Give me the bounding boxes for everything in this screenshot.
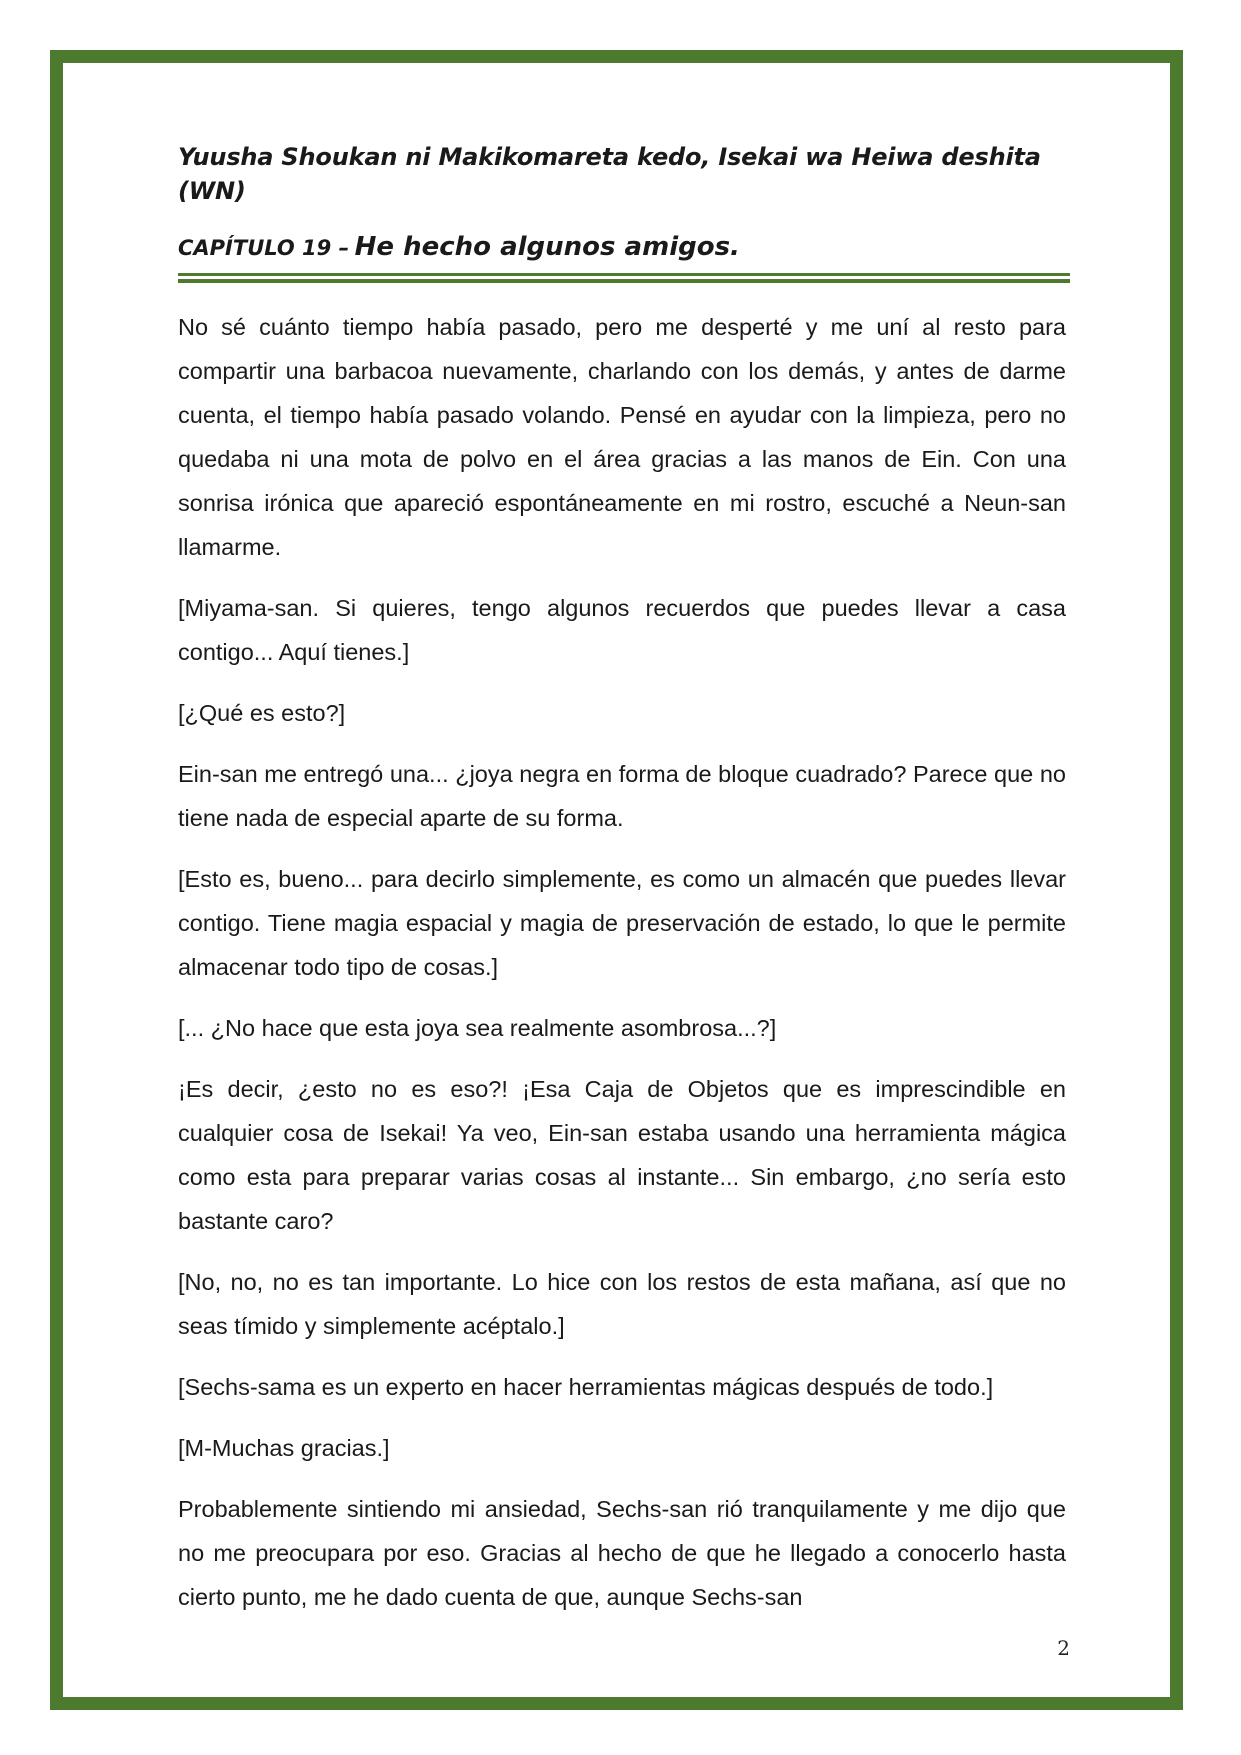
heading-rule-bottom bbox=[178, 279, 1070, 283]
paragraph: Ein-san me entregó una... ¿joya negra en forma de bloque cuadrado? Parece que no tiene nada de especial aparte de su forma. bbox=[178, 761, 1066, 831]
chapter-number: CAPÍTULO 19 – bbox=[178, 236, 350, 260]
paragraph: [M-Muchas gracias.] bbox=[178, 1435, 390, 1461]
page-number: 2 bbox=[1057, 1636, 1070, 1660]
paragraph: ¡Es decir, ¿esto no es eso?! ¡Esa Caja de Objetos que es imprescindible en cualquier cosa de Isekai! Ya veo, Ein-san estaba usando una herramienta mágica como esta para preparar varias cosas al instante... Sin embargo, ¿no sería esto bastante caro? bbox=[178, 1076, 1066, 1234]
paragraph: [Miyama-san. Si quieres, tengo algunos recuerdos que puedes llevar a casa contigo... Aquí tienes.] bbox=[178, 595, 1066, 665]
chapter-body bbox=[178, 305, 1066, 1619]
paragraph: [... ¿No hace que esta joya sea realmente asombrosa...?] bbox=[178, 1015, 777, 1041]
chapter-title: He hecho algunos amigos. bbox=[354, 232, 740, 262]
paragraph: Probablemente sintiendo mi ansiedad, Sechs-san rió tranquilamente y me dijo que no me preocupara por eso. Gracias al hecho de que he llegado a conocerlo hasta cierto punto, me he dado cuenta de que, aunque Sechs-san bbox=[178, 1496, 1066, 1610]
novel-title: Yuusha Shoukan ni Makikomareta kedo, Isekai wa Heiwa deshita (WN) bbox=[178, 143, 1041, 205]
chapter-heading bbox=[178, 230, 1066, 267]
paragraph: No sé cuánto tiempo había pasado, pero me desperté y me uní al resto para compartir una barbacoa nuevamente, charlando con los demás, y antes de darme cuenta, el tiempo había pasado volando. Pensé en ayudar con la limpieza, pero no quedaba ni una mota de polvo en el área gracias a las manos de Ein. Con una sonrisa irónica que apareció espontáneamente en mi rostro, escuché a Neun-san llamarme. bbox=[178, 314, 1066, 560]
document-content bbox=[178, 140, 1066, 1636]
heading-rule-top bbox=[178, 273, 1070, 276]
paragraph: [Sechs-sama es un experto en hacer herramientas mágicas después de todo.] bbox=[178, 1374, 994, 1400]
paragraph: [Esto es, bueno... para decirlo simplemente, es como un almacén que puedes llevar contigo. Tiene magia espacial y magia de preservación de estado, lo que le permite almacenar todo tipo de cosas.] bbox=[178, 866, 1066, 980]
paragraph: [No, no, no es tan importante. Lo hice con los restos de esta mañana, así que no seas tímido y simplemente acéptalo.] bbox=[178, 1269, 1066, 1339]
paragraph: [¿Qué es esto?] bbox=[178, 700, 346, 726]
